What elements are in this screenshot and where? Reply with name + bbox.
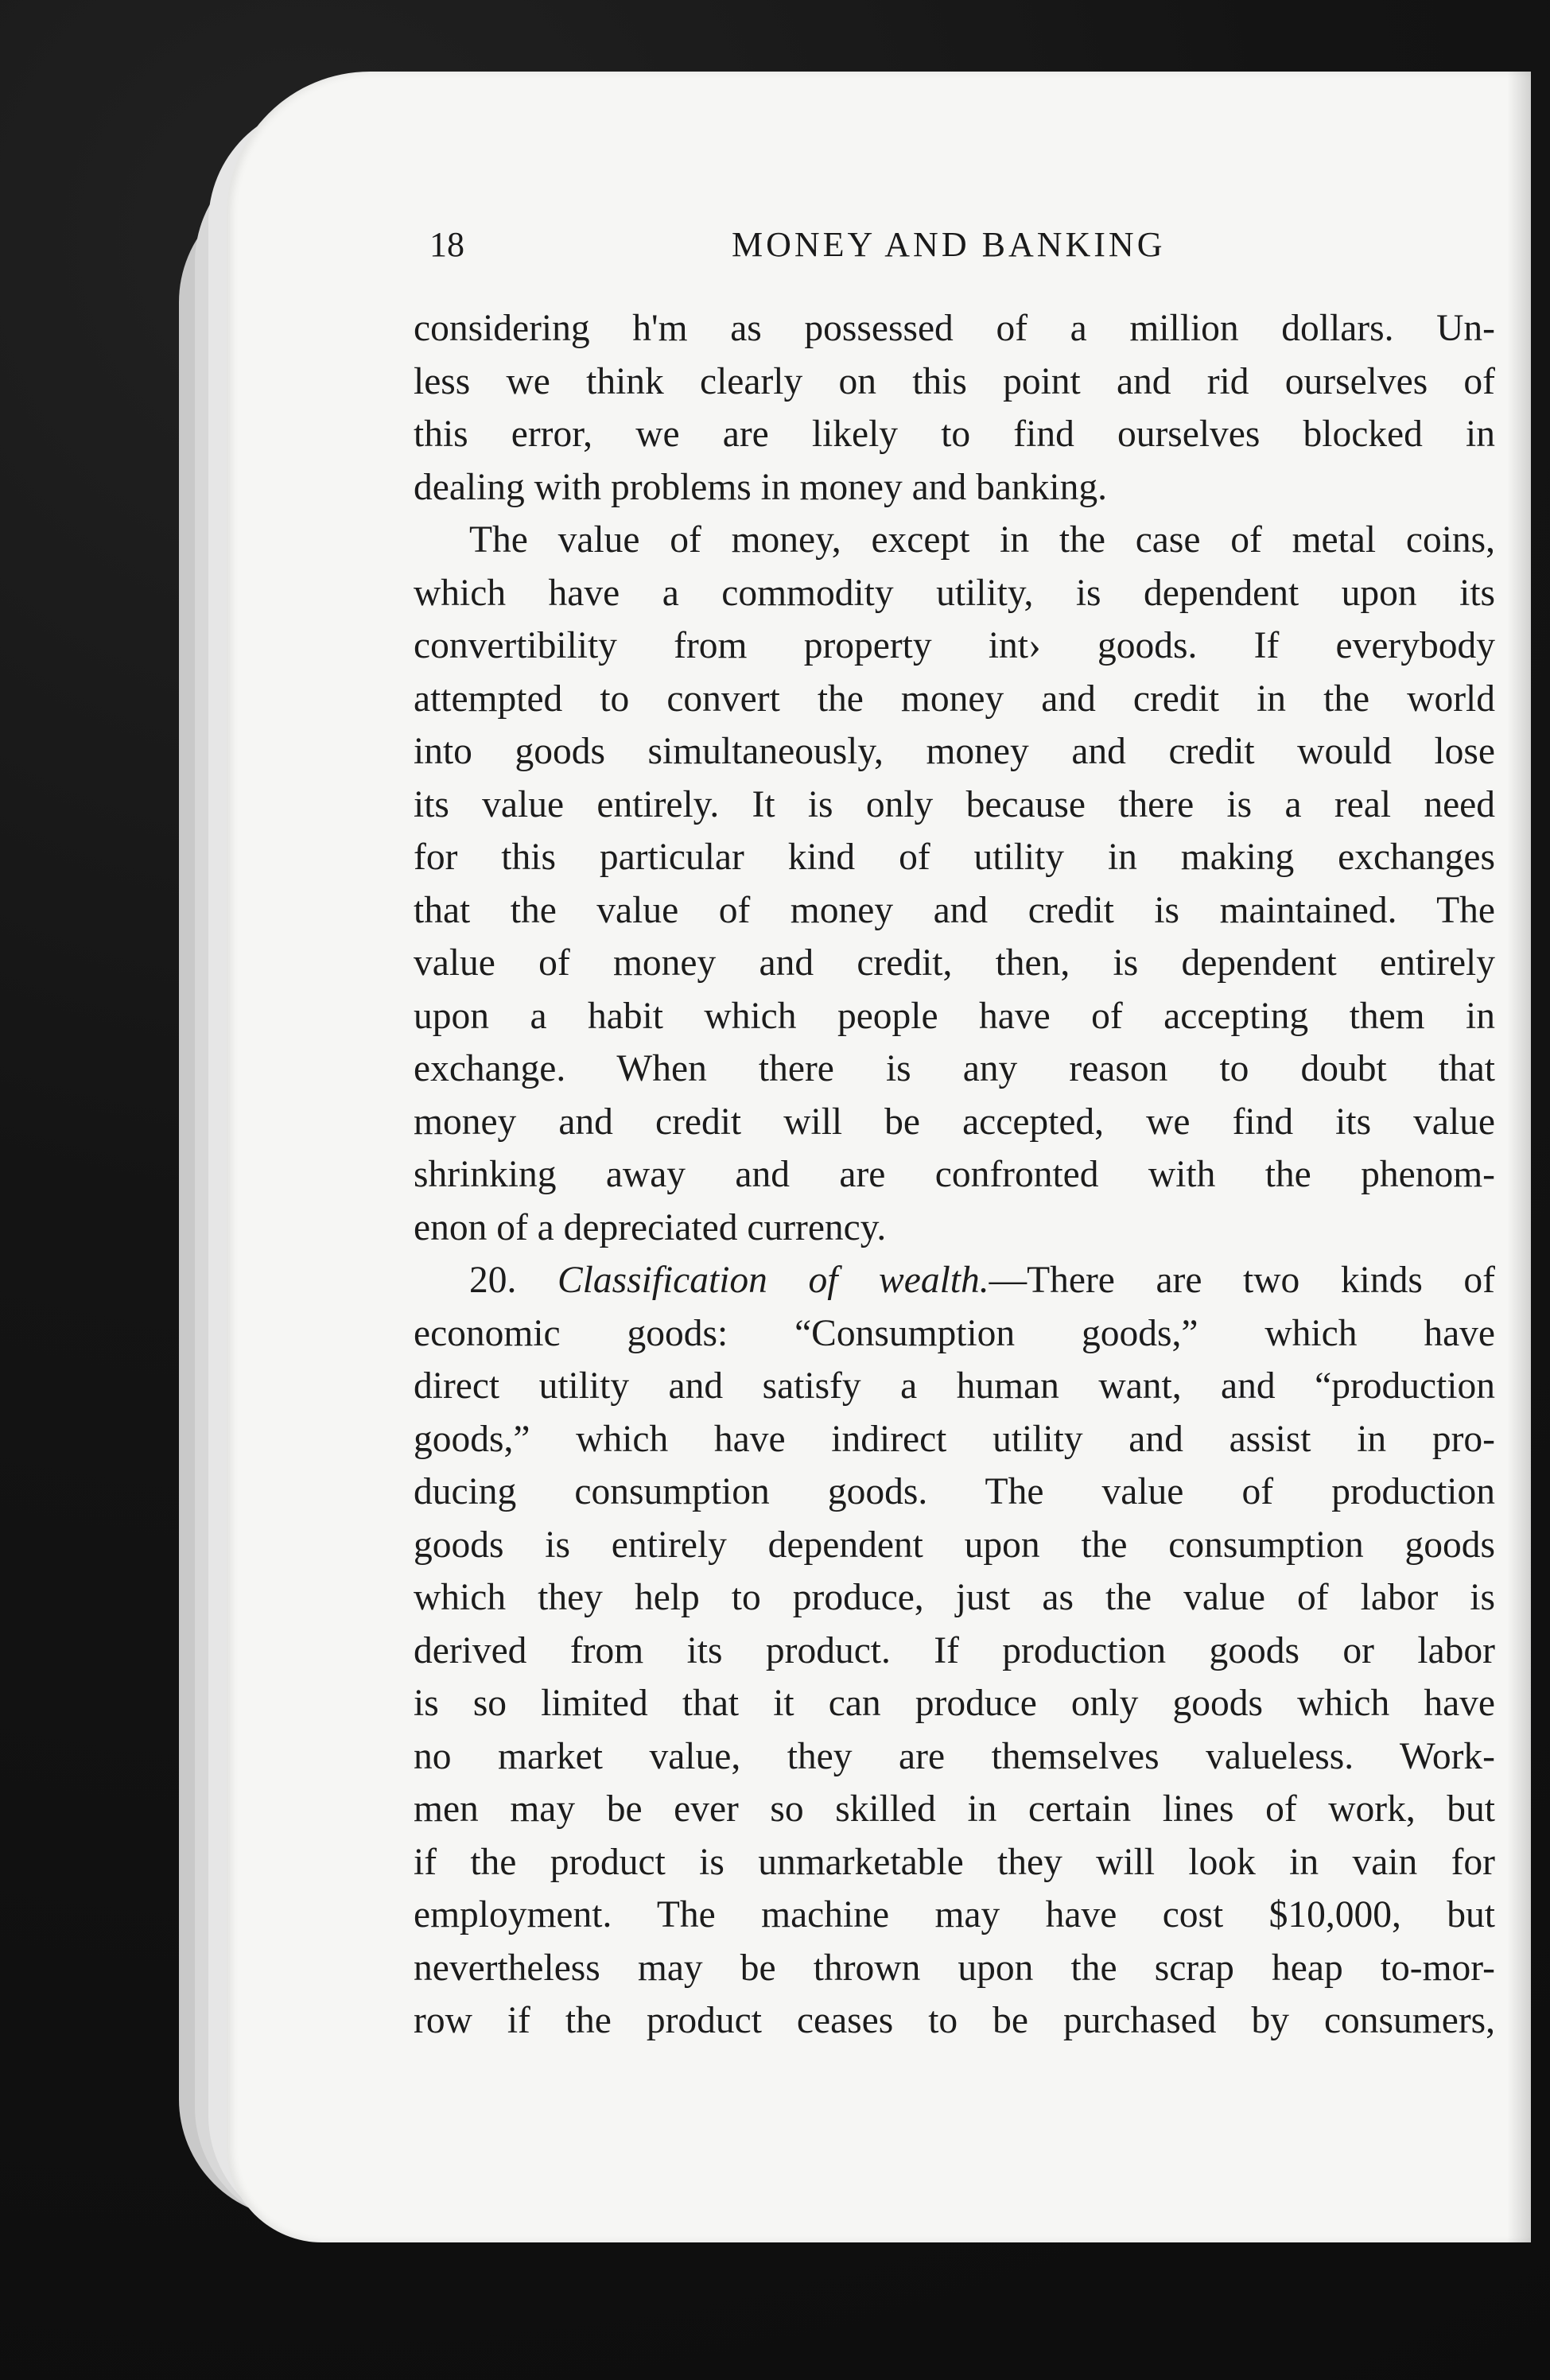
paragraph <box>414 514 1495 1254</box>
text-line: is so limited that it can produce only goods which have <box>414 1683 1495 1724</box>
text-line: enon of a depreciated currency. <box>414 1206 887 1248</box>
text-line: shrinking away and are confronted with the phenom- <box>414 1154 1495 1195</box>
text-line: ducing consumption goods. The value of production <box>414 1471 1495 1512</box>
section-title: Classification of wealth. <box>557 1260 989 1301</box>
text-line: considering h'm as possessed of a million dollars. Un- <box>414 308 1495 349</box>
text-line: upon a habit which people have of accepting them in <box>414 995 1495 1037</box>
text-line: value of money and credit, then, is dependent entirely <box>414 942 1495 984</box>
page-number: 18 <box>429 225 464 264</box>
text-line: goods is entirely dependent upon the consumption goods <box>414 1524 1495 1566</box>
text-line: economic goods: “Consumption goods,” which have <box>414 1312 1495 1354</box>
text-line: attempted to convert the money and credit in the world <box>414 678 1495 720</box>
text-line: nevertheless may be thrown upon the scrap heap to-mor- <box>414 1947 1495 1989</box>
text-line: convertibility from property int› goods. If everybody <box>414 625 1495 666</box>
text-line: into goods simultaneously, money and credit would lose <box>414 731 1495 772</box>
text-line: no market value, they are themselves valueless. Work- <box>414 1735 1495 1777</box>
section-paragraph <box>414 1254 1495 2048</box>
section-heading-line <box>414 1254 1495 1307</box>
text-line: derived from its product. If production goods or labor <box>414 1629 1495 1671</box>
text-line: which have a commodity utility, is dependent upon its <box>414 572 1495 614</box>
text-line: money and credit will be accepted, we find its value <box>414 1101 1495 1143</box>
text-line: men may be ever so skilled in certain lines of work, but <box>414 1788 1495 1830</box>
running-title: MONEY AND BANKING <box>732 225 1166 264</box>
text-line: dealing with problems in money and banking. <box>414 466 1108 508</box>
body-text <box>414 302 1495 2048</box>
text-line: if the product is unmarketable they will look in vain for <box>414 1841 1495 1883</box>
section-number: 20. <box>469 1260 517 1301</box>
text-line: goods,” which have indirect utility and assist in pro- <box>414 1418 1495 1460</box>
page-gutter-shadow <box>1507 72 1531 2242</box>
text-line: direct utility and satisfy a human want, and “production <box>414 1365 1495 1407</box>
text-line: less we think clearly on this point and rid ourselves of <box>414 360 1495 402</box>
text-line: The value of money, except in the case of metal coins, <box>469 519 1495 561</box>
text-line: for this particular kind of utility in making exchanges <box>414 837 1495 878</box>
paragraph <box>414 302 1495 514</box>
text-line: that the value of money and credit is maintained. The <box>414 889 1495 931</box>
text-line: row if the product ceases to be purchased by consumers, <box>414 2000 1495 2041</box>
text-line: exchange. When there is any reason to doubt that <box>414 1048 1495 1089</box>
text-line: employment. The machine may have cost $10,000, but <box>414 1894 1495 1935</box>
text-line: which they help to produce, just as the value of labor is <box>414 1577 1495 1618</box>
page-header <box>429 224 1487 272</box>
text-fragment: —There are two kinds of <box>989 1260 1495 1301</box>
text-line: this error, we are likely to find ourselves blocked in <box>414 413 1495 455</box>
text-line: its value entirely. It is only because there is a real need <box>414 783 1495 825</box>
